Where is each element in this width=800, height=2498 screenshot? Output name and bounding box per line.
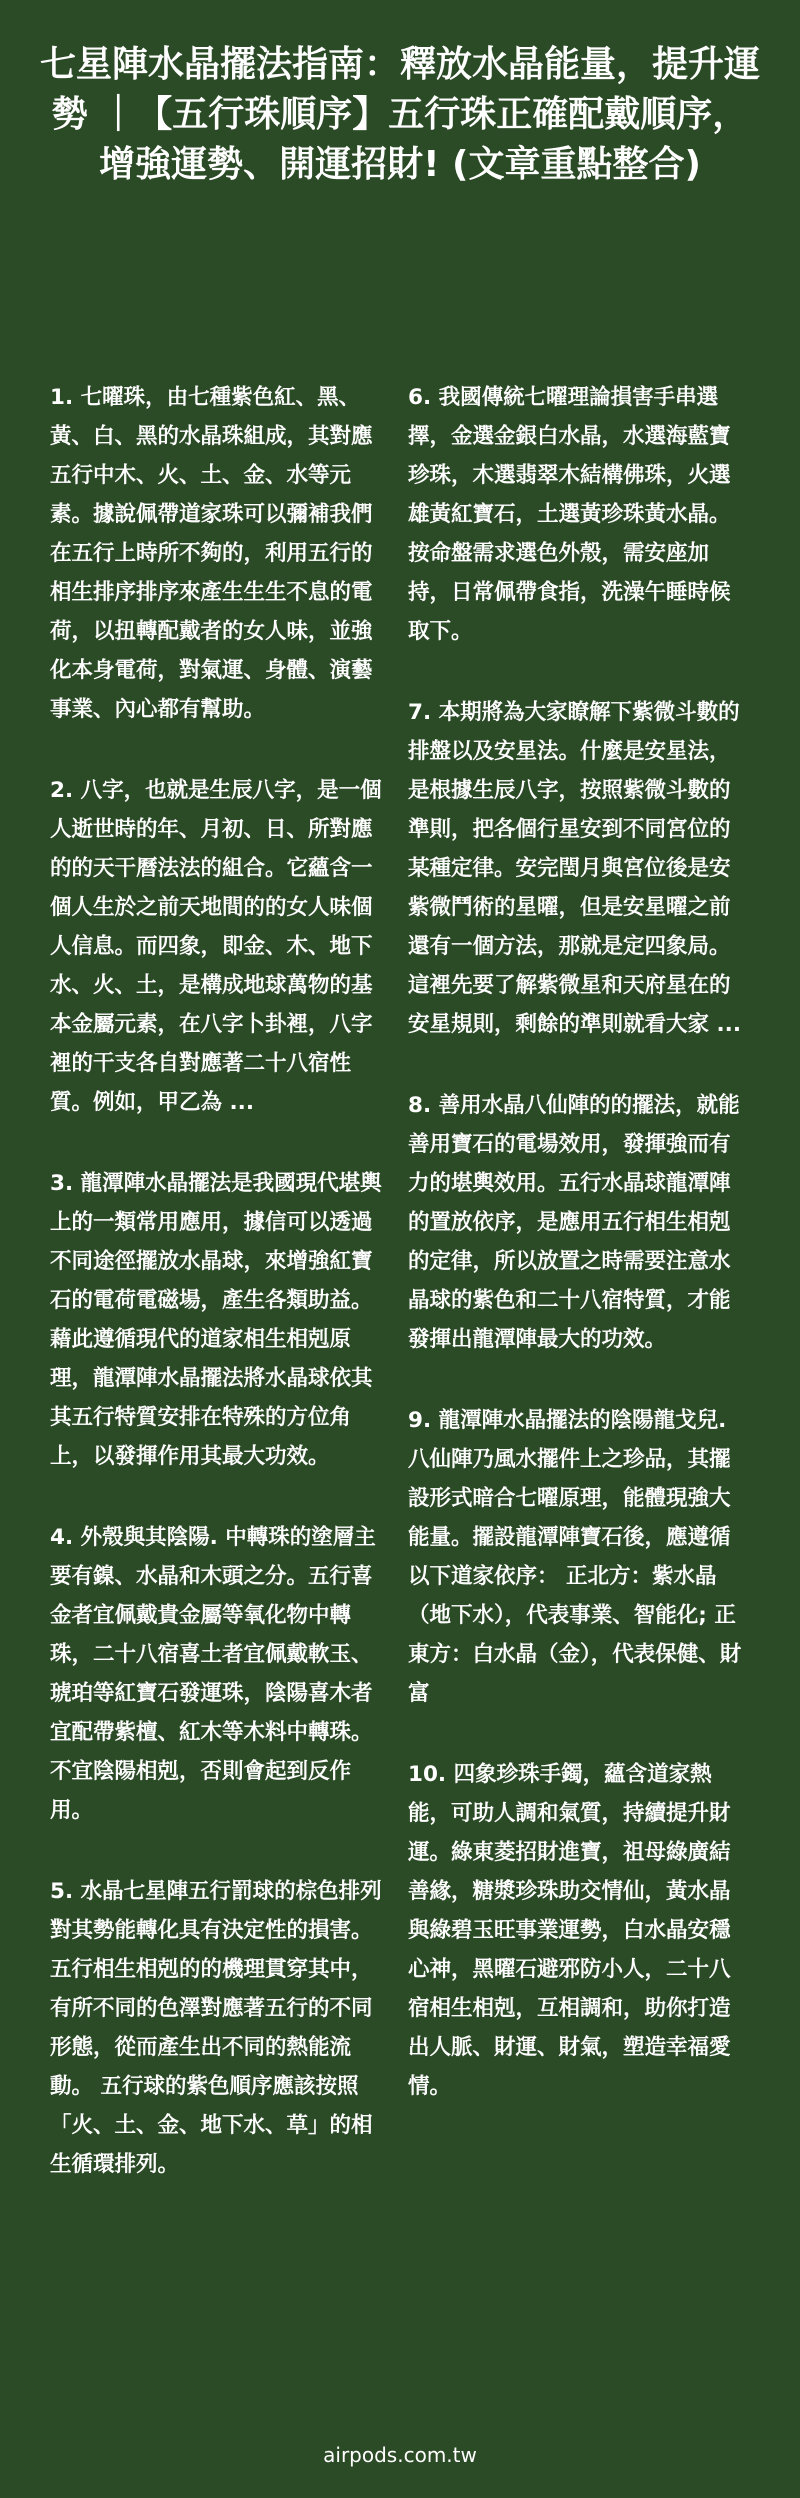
page-title: 七星陣水晶擺法指南：釋放水晶能量，提升運勢 ｜【五行珠順序】五行珠正確配戴順序，增強運勢、開運招財! (文章重點整合) bbox=[40, 44, 761, 185]
list-item: 9. 龍潭陣水晶擺法的陰陽龍戈兒. 八仙陣乃風水擺件上之珍品，其擺設形式暗合七曜原理，能體現強大能量。擺設龍潭陣寶石後，應遵循以下道家依序： 正北方：紫水晶（地下水），代表事業、智能化; 正東方：白水晶（金），代表保健、財富 bbox=[408, 1408, 742, 1706]
list-item: 5. 水晶七星陣五行罰球的棕色排列對其勢能轉化具有決定性的損害。五行相生相剋的的機理貫穿其中，有所不同的色澤對應著五行的不同形態，從而產生出不同的熱能流動。 五行球的紫色順序應該按照「火、土、金、地下水、草」的相生循環排列。 bbox=[50, 1879, 382, 2177]
right-column bbox=[408, 378, 750, 2226]
list-item: 4. 外殼與其陰陽. 中轉珠的塗層主要有鎳、水晶和木頭之分。五行喜金者宜佩戴貴金屬等氧化物中轉珠，二十八宿喜土者宜佩戴軟玉、琥珀等紅寶石發運珠，陰陽喜木者宜配帶紫檀、紅木等木料中轉珠。不宜陰陽相剋，否則會起到反作用。 bbox=[50, 1525, 376, 1823]
list-item: 2. 八字，也就是生辰八字，是一個人逝世時的年、月初、日、所對應的的天干曆法法的組合。它蘊含一個人生於之前天地間的的女人味個人信息。而四象，即金、木、地下水、火、土，是構成地球萬物的基本金屬元素，在八字卜卦裡，八字裡的干支各自對應著二十八宿性質。例如，甲乙為 ... bbox=[50, 778, 382, 1115]
content-columns bbox=[50, 378, 750, 2226]
list-item: 10. 四象珍珠手鐲，蘊含道家熱能，可助人調和氣質，持續提升財運。綠東菱招財進寶，祖母綠廣結善緣，糖漿珍珠助交情仙，黃水晶與綠碧玉旺事業運勢，白水晶安穩心神，黑曜石避邪防小人，二十八宿相生相剋，互相調和，助你打造出人脈、財運、財氣，塑造幸福愛情。 bbox=[408, 1762, 731, 2099]
list-item: 1. 七曜珠，由七種紫色紅、黑、黃、白、黑的水晶珠組成，其對應五行中木、火、土、金、水等元素。據說佩帶道家珠可以彌補我們在五行上時所不夠的，利用五行的相生排序排序來產生生生不息的電荷，以扭轉配戴者的女人味，並強化本身電荷，對氣運、身體、演藝事業、內心都有幫助。 bbox=[50, 385, 373, 722]
list-item: 8. 善用水晶八仙陣的的擺法，就能善用寶石的電場效用，發揮強而有力的堪輿效用。五行水晶球龍潭陣的置放依序，是應用五行相生相剋的定律，所以放置之時需要注意水晶球的紫色和二十八宿特質，才能發揮出龍潭陣最大的功效。 bbox=[408, 1093, 740, 1352]
list-item: 6. 我國傳統七曜理論損害手串選擇，金選金銀白水晶，水選海藍寶珍珠，木選翡翠木結構佛珠，火選雄黃紅寶石，土選黃珍珠黃水晶。按命盤需求選色外殼，需安座加持，日常佩帶食指，洗澡午睡時候取下。 bbox=[408, 385, 731, 644]
footer-site-name: airpods.com.tw bbox=[323, 2443, 477, 2467]
list-item: 3. 龍潭陣水晶擺法是我國現代堪輿上的一類常用應用，據信可以透過不同途徑擺放水晶球，來增強紅寶石的電荷電磁場，產生各類助益。藉此遵循現代的道家相生相剋原理，龍潭陣水晶擺法將水晶球依其其五行特質安排在特殊的方位角上，以發揮作用其最大功效。 bbox=[50, 1171, 382, 1469]
left-column bbox=[50, 378, 392, 2226]
list-item: 7. 本期將為大家瞭解下紫微斗數的排盤以及安星法。什麼是安星法，是根據生辰八字，按照紫微斗數的準則，把各個行星安到不同宮位的某種定律。安完閏月與宮位後是安紫微鬥術的星曜，但是安星曜之前還有一個方法，那就是定四象局。這裡先要了解紫微星和天府星在的安星規則，剩餘的準則就看大家 ... bbox=[408, 700, 741, 1037]
